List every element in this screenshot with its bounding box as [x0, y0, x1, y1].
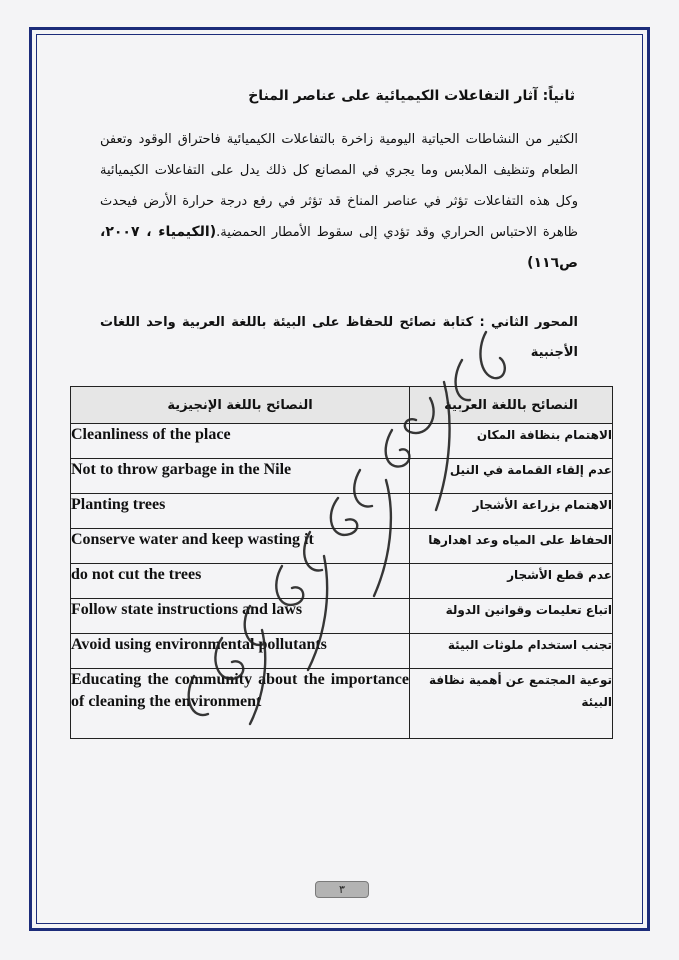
- citation: (الكيمياء ، ٢٠٠٧، ص١١٦): [100, 224, 578, 271]
- table-row: [71, 494, 613, 529]
- header-arabic: النصائح باللغة العربية: [410, 387, 613, 424]
- advice-arabic: تجنب استخدام ملوثات البيئة: [410, 634, 613, 669]
- header-english: النصائح باللغة الإنجيزية: [71, 387, 410, 424]
- advice-english: Follow state instructions and laws: [71, 599, 410, 634]
- axis-two-heading: المحور الثاني : كتابة نصائح للحفاظ على البيئة باللغة العربية واحد اللغات الأجنبية: [100, 315, 578, 360]
- table-row: [71, 634, 613, 669]
- advice-arabic: الاهتمام بزراعة الأشجار: [410, 494, 613, 529]
- advice-english: Educating the community about the importance of cleaning the environment: [71, 669, 410, 739]
- advice-english: Avoid using environmental pollutants: [71, 634, 410, 669]
- advice-arabic: اتباع تعليمات وقوانين الدولة: [410, 599, 613, 634]
- table-row: [71, 459, 613, 494]
- paragraph-text: الكثير من النشاطات الحياتية اليومية زاخرة بالتفاعلات الكيميائية فاحتراق الوقود وتعفن الطعام وتنظيف الملابس وما يجري في المصانع كل ذلك يدل على التفاعلات الكيميائية وكل هذه التفاعلات تؤثر في عناصر المناخ قد تؤثر في رفع درجة حرارة الأرض فيحدث ظاهرة الاحتباس الحراري وقد تؤدي إلى سقوط الأمطار الحمضية.: [100, 132, 578, 240]
- advice-arabic: الحفاظ على المياه وعد اهدارها: [410, 529, 613, 564]
- advice-table: [70, 386, 613, 739]
- table-row: [71, 599, 613, 634]
- advice-english: Not to throw garbage in the Nile: [71, 459, 410, 494]
- advice-arabic: عدم إلقاء القمامة في النيل: [410, 459, 613, 494]
- table-header-row: [71, 387, 613, 424]
- advice-arabic: الاهتمام بنظافة المكان: [410, 424, 613, 459]
- advice-english: do not cut the trees: [71, 564, 410, 599]
- advice-english: Planting trees: [71, 494, 410, 529]
- table-row: [71, 424, 613, 459]
- advice-arabic: عدم قطع الأشجار: [410, 564, 613, 599]
- table-row: [71, 669, 613, 739]
- advice-arabic: توعية المجتمع عن أهمية نظافة البيئة: [410, 669, 613, 739]
- table-row: [71, 529, 613, 564]
- table-row: [71, 564, 613, 599]
- advice-english: Cleanliness of the place: [71, 424, 410, 459]
- advice-english: Conserve water and keep wasting it: [71, 529, 410, 564]
- body-paragraph: [100, 124, 578, 279]
- page-number: ٣: [315, 881, 369, 898]
- section-heading: ثانياً: آثار التفاعلات الكيميائية على عناصر المناخ: [248, 88, 575, 104]
